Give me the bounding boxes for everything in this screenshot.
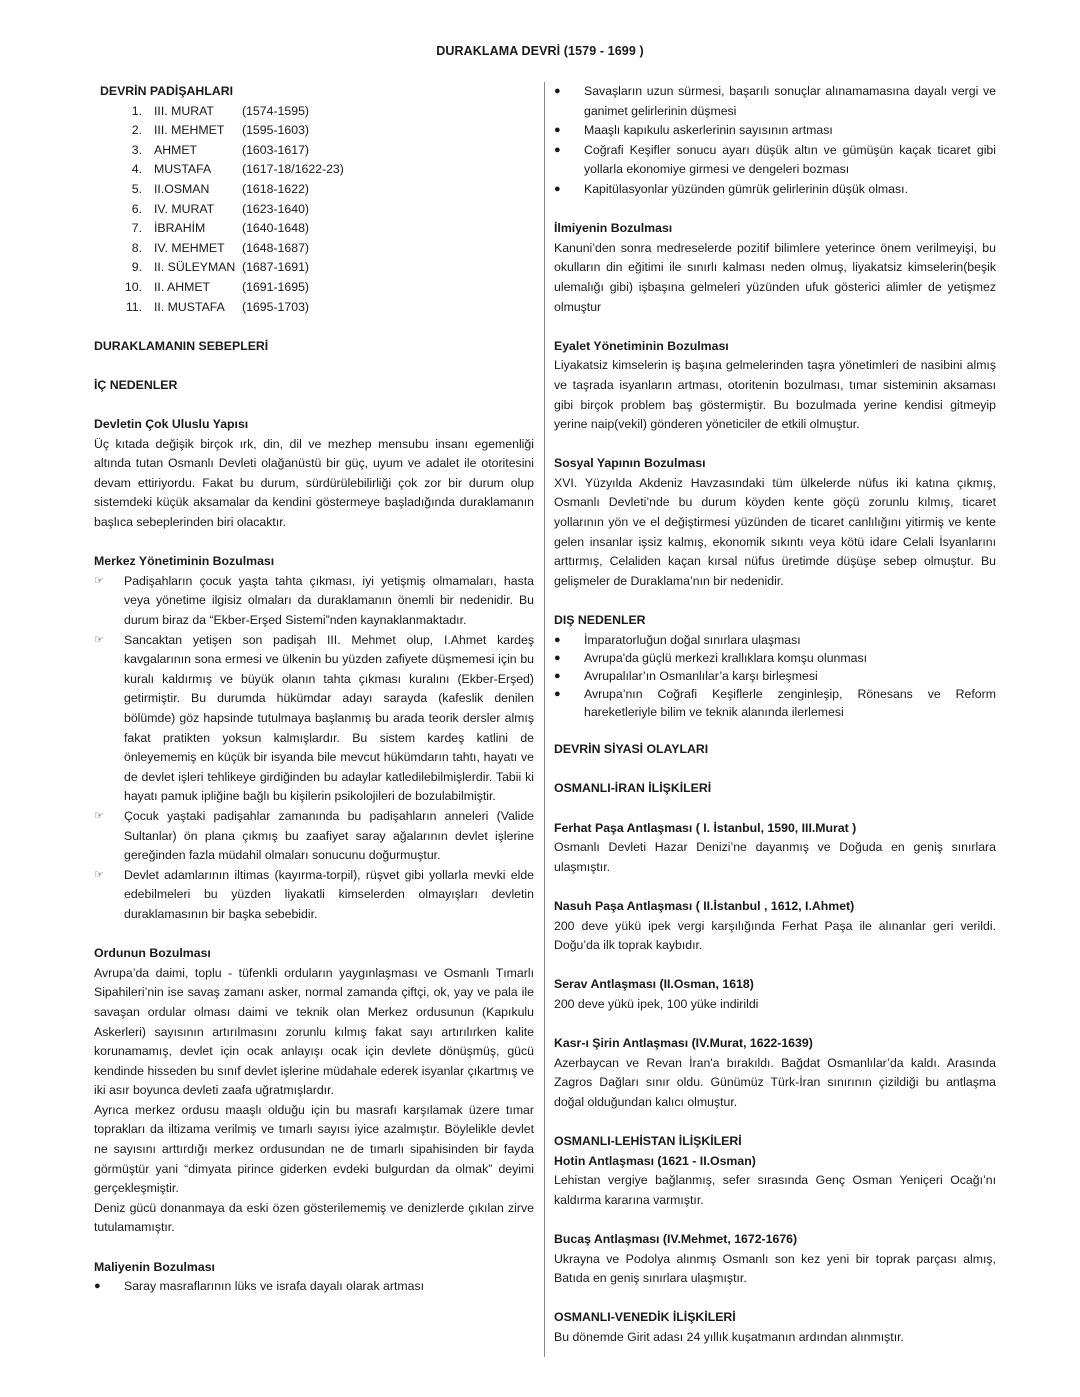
ruler-item <box>94 160 534 180</box>
list-item-text: Kapitülasyonlar yüzünden gümrük gelirlerinin düşük olması. <box>584 181 908 196</box>
list-item-text: Avrupalılar’ın Osmanlılar’a karşı birleşmesi <box>584 668 818 683</box>
list-item-text: Coğrafi Keşifler sonucu ayarı düşük altın ve gümüşün kaçak ticaret gibi yollarla ekonomiye girmesi ve dengeleri bozması <box>584 142 996 177</box>
venedik-relations-heading: OSMANLI-VENEDİK İLİŞKİLERİ <box>554 1310 736 1325</box>
column-divider <box>544 82 545 1357</box>
ruler-years: (1640-1648) <box>242 221 309 236</box>
ruler-number: 6. <box>131 201 142 216</box>
ruler-years: (1618-1622) <box>242 181 309 196</box>
ruler-name: III. MURAT <box>154 103 214 118</box>
list-item-text: Çocuk yaştaki padişahlar zamanında bu padişahların anneleri (Valide Sultanlar) ön plana çıkmış bu zaafiyet saray ağalarının devlet işlerine gereğinden fazla müdahil olmaları sonucunu doğurmuştur. <box>124 808 534 863</box>
list-item-text: Padişahların çocuk yaşta tahta çıkması, iyi yetişmiş olmamaları, hasta veya yönetime ilgisiz olmaları da duraklamanın önemli bir nedenidir. Bu durum biraz da “Ekber-Erşed Sistemi”nden kaynaklanmaktadır. <box>124 573 534 628</box>
multinational-text: Üç kıtada değişik birçok ırk, din, dil ve mezhep mensubu insanı egemenliği altında tutan Osmanlı Devleti olağanüstü bir güç, uyum ve adalet ile otoritesini devam ettiriyordu. Fakat bu durum, sürdürülebilirliği çok zor bir durum olup sistemdeki küçük aksamalar da kendini göstermeye başladığında duraklamanın başlıca sebeplerinden biri olacaktır. <box>94 436 534 530</box>
bullet-icon: ● <box>554 124 561 137</box>
list-item <box>94 807 534 866</box>
pointing-hand-icon: ☞ <box>94 809 104 822</box>
central-admin-list <box>94 572 534 925</box>
ruler-years: (1574-1595) <box>242 103 309 118</box>
ruler-name: AHMET <box>154 142 198 157</box>
ruler-item <box>94 180 534 200</box>
list-item <box>94 631 534 807</box>
bullet-icon: ● <box>554 143 561 156</box>
social-text: XVI. Yüzyılda Akdeniz Havzasındaki tüm ülkelerde nüfus iki katına çıkmış, Osmanlı Devleti’nde bu durum köyden kente göçü zorunlu kılmış, ticaret yollarının yön ve el değiştirmesi yüzünden de ticaret canlılığını yitirmiş ve kente gelen insanlar işsiz kalmış, ekonomik sıkıntı veya kötü idare Celali İsyanlarını arttırmış, Celaliden kaçan kırsal nüfus üretimde düşüşe sebep olmuştur. Bu gelişmeler de Duraklama’nın bir nedenidir. <box>554 475 996 588</box>
eyalet-heading: Eyalet Yönetiminin Bozulması <box>554 338 729 353</box>
ruler-number: 11. <box>125 299 142 314</box>
ruler-number: 3. <box>131 142 142 157</box>
kasr-treaty-text: Azerbaycan ve Revan İran'a bırakıldı. Bağdat Osmanlılar’da kaldı. Arasında Zagros Dağları sınır oldu. Günümüz Türk-İran sınırının çizildiği bu antlaşma doğal olduğundan kalıcı olmuştur. <box>554 1055 996 1109</box>
bullet-icon: ● <box>554 633 561 646</box>
ruler-number: 4. <box>131 162 142 177</box>
ilmiye-text: Kanuni’den sonra medreselerde pozitif bilimlere yeterince önem verilmeyişi, bu okulların din eğitimi ile sınırlı kalması neden olmuş, liyakatsiz kimselerin(beşik ulemalığı gibi) işbaşına gelmeleri yüzünden ufuk gösterici alimler de yetişmez olmuştur <box>554 240 996 314</box>
army-heading: Ordunun Bozulması <box>94 946 211 961</box>
ruler-years: (1648-1687) <box>242 240 309 255</box>
hotin-treaty-heading: Hotin Antlaşması (1621 - II.Osman) <box>554 1153 756 1168</box>
list-item-text: Devlet adamlarının iltimas (kayırma-torpil), rüşvet gibi yollarla mevki elde edebilmeleri bu yüzden liyakatli kimselerden olmayışları devletin duraklamasının bir başka sebebidir. <box>124 867 534 921</box>
kasr-treaty-heading: Kasr-ı Şirin Antlaşması (IV.Murat, 1622-1639) <box>554 1036 813 1051</box>
ruler-number: 10. <box>124 279 142 294</box>
list-item <box>554 121 996 141</box>
left-column <box>94 82 534 1297</box>
list-item <box>94 1277 534 1297</box>
ruler-item <box>94 278 534 298</box>
hotin-treaty-text: Lehistan vergiye bağlanmış, sefer sırasında Genç Osman Yeniçeri Ocağı’nı kaldırma kararına varmıştır. <box>554 1173 996 1207</box>
bullet-icon: ● <box>554 687 561 700</box>
list-item <box>554 667 996 685</box>
bullet-icon: ● <box>94 1280 101 1293</box>
bullet-icon: ● <box>554 669 561 682</box>
pointing-hand-icon: ☞ <box>94 574 104 587</box>
external-causes-heading: DIŞ NEDENLER <box>554 613 646 628</box>
nasuh-treaty-text: 200 deve yükü ipek vergi karşılığında Ferhat Paşa ile alınanlar geri verildi. Doğu’da ilk toprak kaybıdır. <box>554 918 996 953</box>
ruler-item <box>94 219 534 239</box>
ruler-years: (1603-1617) <box>242 142 309 157</box>
political-events-heading: DEVRİN SİYASİ OLAYLARI <box>554 742 709 757</box>
ferhat-treaty-heading: Ferhat Paşa Antlaşması ( I. İstanbul, 1590, III.Murat ) <box>554 820 857 835</box>
ruler-item <box>94 141 534 161</box>
central-admin-heading: Merkez Yönetiminin Bozulması <box>94 554 275 569</box>
ruler-years: (1617-18/1622-23) <box>242 162 344 177</box>
ruler-number: 9. <box>131 260 142 275</box>
bullet-icon: ● <box>554 182 561 195</box>
ruler-name: II. SÜLEYMAN <box>154 260 236 275</box>
bullet-icon: ● <box>554 85 561 97</box>
ruler-item <box>94 200 534 220</box>
ilmiye-heading: İlmiyenin Bozulması <box>554 221 673 236</box>
ruler-name: IV. MURAT <box>154 201 215 216</box>
ruler-name: MUSTAFA <box>154 162 212 177</box>
ferhat-treaty-text: Osmanlı Devleti Hazar Denizi’ne dayanmış ve Doğuda en geniş sınırlara ulaşmıştır. <box>554 840 996 874</box>
list-item-text: Maaşlı kapıkulu askerlerinin sayısının artması <box>584 123 833 138</box>
ruler-years: (1695-1703) <box>242 299 309 314</box>
list-item-text: Savaşların uzun sürmesi, başarılı sonuçlar alınamamasına dayalı vergi ve ganimet gelirlerinin düşmesi <box>584 84 996 118</box>
bucas-treaty-heading: Bucaş Antlaşması (IV.Mehmet, 1672-1676) <box>554 1232 798 1247</box>
serav-treaty-text: 200 deve yükü ipek, 100 yüke indirildi <box>554 996 759 1011</box>
ruler-name: II. AHMET <box>154 279 211 294</box>
list-item <box>94 572 534 631</box>
list-item <box>554 141 996 180</box>
list-item <box>554 180 996 200</box>
pointing-hand-icon: ☞ <box>94 868 104 881</box>
causes-heading: DURAKLAMANIN SEBEPLERİ <box>94 338 269 353</box>
ruler-name: II.OSMAN <box>154 181 210 196</box>
ruler-item <box>94 298 534 318</box>
venedik-text: Bu dönemde Girit adası 24 yıllık kuşatmanın ardından alınmıştır. <box>554 1330 904 1345</box>
multinational-heading: Devletin Çok Uluslu Yapısı <box>94 417 249 432</box>
ruler-item <box>94 121 534 141</box>
finance-heading: Maliyenin Bozulması <box>94 1259 215 1274</box>
ruler-years: (1595-1603) <box>242 123 309 138</box>
eyalet-text: Liyakatsiz kimselerin iş başına gelmelerinden taşra yönetimleri de nasibini almış ve taşrada isyanların artması, otoritenin bozulması, tımar sisteminin aksaması gibi birçok problem baş göstermiştir. Bu bozulmada yerine kendisi gitmeyip yerine naip(vekil) gönderen yöneticiler de etkili olmuştur. <box>554 358 996 432</box>
list-item <box>554 685 996 721</box>
ruler-item <box>94 239 534 259</box>
serav-treaty-heading: Serav Antlaşması (II.Osman, 1618) <box>554 977 754 992</box>
list-item-text: İmparatorluğun doğal sınırlara ulaşması <box>584 632 801 647</box>
right-column <box>554 82 996 1348</box>
army-paragraph: Ayrıca merkez ordusu maaşlı olduğu için bu masrafı karşılamak üzere tımar toprakları da iltizama verilmiş ve tımarlı sayısı iyice azalmıştır. Böylelikle devlet ne sayısını arttırdığı merkez ordusundan ne de tımarlı sipahisinden bir fayda görmüştür yani “dimyata pirince giderken evdeki bulgurdan da olmak” deyimi gerçekleşmiştir. <box>94 1102 534 1196</box>
ruler-name: III. MEHMET <box>154 123 225 138</box>
list-item <box>94 866 534 925</box>
iran-relations-heading: OSMANLI-İRAN İLİŞKİLERİ <box>554 781 712 796</box>
army-paragraph: Avrupa’da daimi, toplu - tüfenkli orduların yaygınlaşması ve Osmanlı Tımarlı Sipahileri’nin ise savaş zamanı asker, normal zamanda çiftçi, ok, yay ve pala ile savaşan ordular olması daimi ve teknik olan Merkez ordusunun (Kapıkulu Askerleri) sayısının artırılmasını zorunlu kılmış fakat sayı artırılırken kalite korunamamış, devlet için ocak anlayışı ocak için devlete dönüşmüş, gücü kendinde hisseden bu sınıf devlet işlerine müdahale ederek isyanlar çıkartmış ve iki asır boyunca devleti zaafa uğratmışlardır. <box>94 965 534 1098</box>
list-item <box>554 631 996 649</box>
lehistan-relations-heading: OSMANLI-LEHİSTAN İLİŞKİLERİ <box>554 1134 742 1149</box>
social-heading: Sosyal Yapının Bozulması <box>554 456 706 471</box>
ruler-number: 1. <box>131 103 142 118</box>
bullet-icon: ● <box>554 651 561 664</box>
bucas-treaty-text: Ukrayna ve Podolya alınmış Osmanlı son kez yeni bir toprak parçası almış, Batıda en geniş sınırlara ulaşmıştır. <box>554 1251 996 1286</box>
ruler-number: 2. <box>131 123 142 138</box>
ruler-years: (1691-1695) <box>242 279 309 294</box>
ruler-number: 5. <box>131 181 142 196</box>
ruler-years: (1623-1640) <box>242 201 309 216</box>
list-item <box>554 649 996 667</box>
ruler-name: IV. MEHMET <box>154 240 225 255</box>
list-item-text: Saray masraflarının lüks ve israfa dayalı olarak artması <box>124 1279 425 1294</box>
internal-causes-heading: İÇ NEDENLER <box>94 377 178 392</box>
rulers-list <box>94 102 534 318</box>
external-causes-list <box>554 631 996 721</box>
ruler-item <box>94 102 534 122</box>
army-paragraph: Deniz gücü donanmaya da eski özen gösterilememiş ve denizlerde çıkılan zirve tutulamamıştır. <box>94 1200 534 1235</box>
ruler-item <box>94 258 534 278</box>
list-item-text: Avrupa’nın Coğrafi Keşiflerle zenginleşip, Rönesans ve Reform hareketleriyle bilim ve teknik alanında ilerlemesi <box>584 686 996 719</box>
ruler-years: (1687-1691) <box>242 260 309 275</box>
ruler-name: II. MUSTAFA <box>154 299 225 314</box>
list-item <box>554 82 996 121</box>
ruler-name: İBRAHİM <box>154 221 206 236</box>
finance-list <box>94 1277 534 1297</box>
pointing-hand-icon: ☞ <box>94 633 104 646</box>
ruler-number: 7. <box>131 221 142 236</box>
nasuh-treaty-heading: Nasuh Paşa Antlaşması ( II.İstanbul , 1612, I.Ahmet) <box>554 898 855 913</box>
list-item-text: Avrupa'da güçlü merkezi krallıklara komşu olunması <box>584 650 868 665</box>
page-title: DURAKLAMA DEVRİ (1579 - 1699 ) <box>436 44 644 58</box>
finance-list-continued <box>554 82 996 200</box>
rulers-heading: DEVRİN PADİŞAHLARI <box>100 84 233 98</box>
list-item-text: Sancaktan yetişen son padişah III. Mehmet olup, I.Ahmet kardeş kavgalarının sona ermesi ve ülkenin bu yüzden zafiyete düşmemesi için bu kuralı kaldırmış ve büyük olanın tahta çıkması kuralını (Ekber-Erşed) getirmiştir. Bu durumda hükümdar adayı sarayda (kafeslik denilen bölümde) göz hapsinde tutulmaya başlanmış bu arada teorik dersler almış fakat pratikten yoksun kalmışlardır. Bu sistem kardeş katlini de önleyememiş en küçük bir isyanda bile mevcut hükümdarın tahtı, hayatı ve de devlet işleri tehlikeye girdiğinden bu adaylar katledilebilmişlerdir. Tabii ki hayatı pamuk ipliğine bağlı bu kişilerin psikolojileri de bozulabilmiştir. <box>124 632 534 804</box>
ruler-number: 8. <box>131 240 142 255</box>
